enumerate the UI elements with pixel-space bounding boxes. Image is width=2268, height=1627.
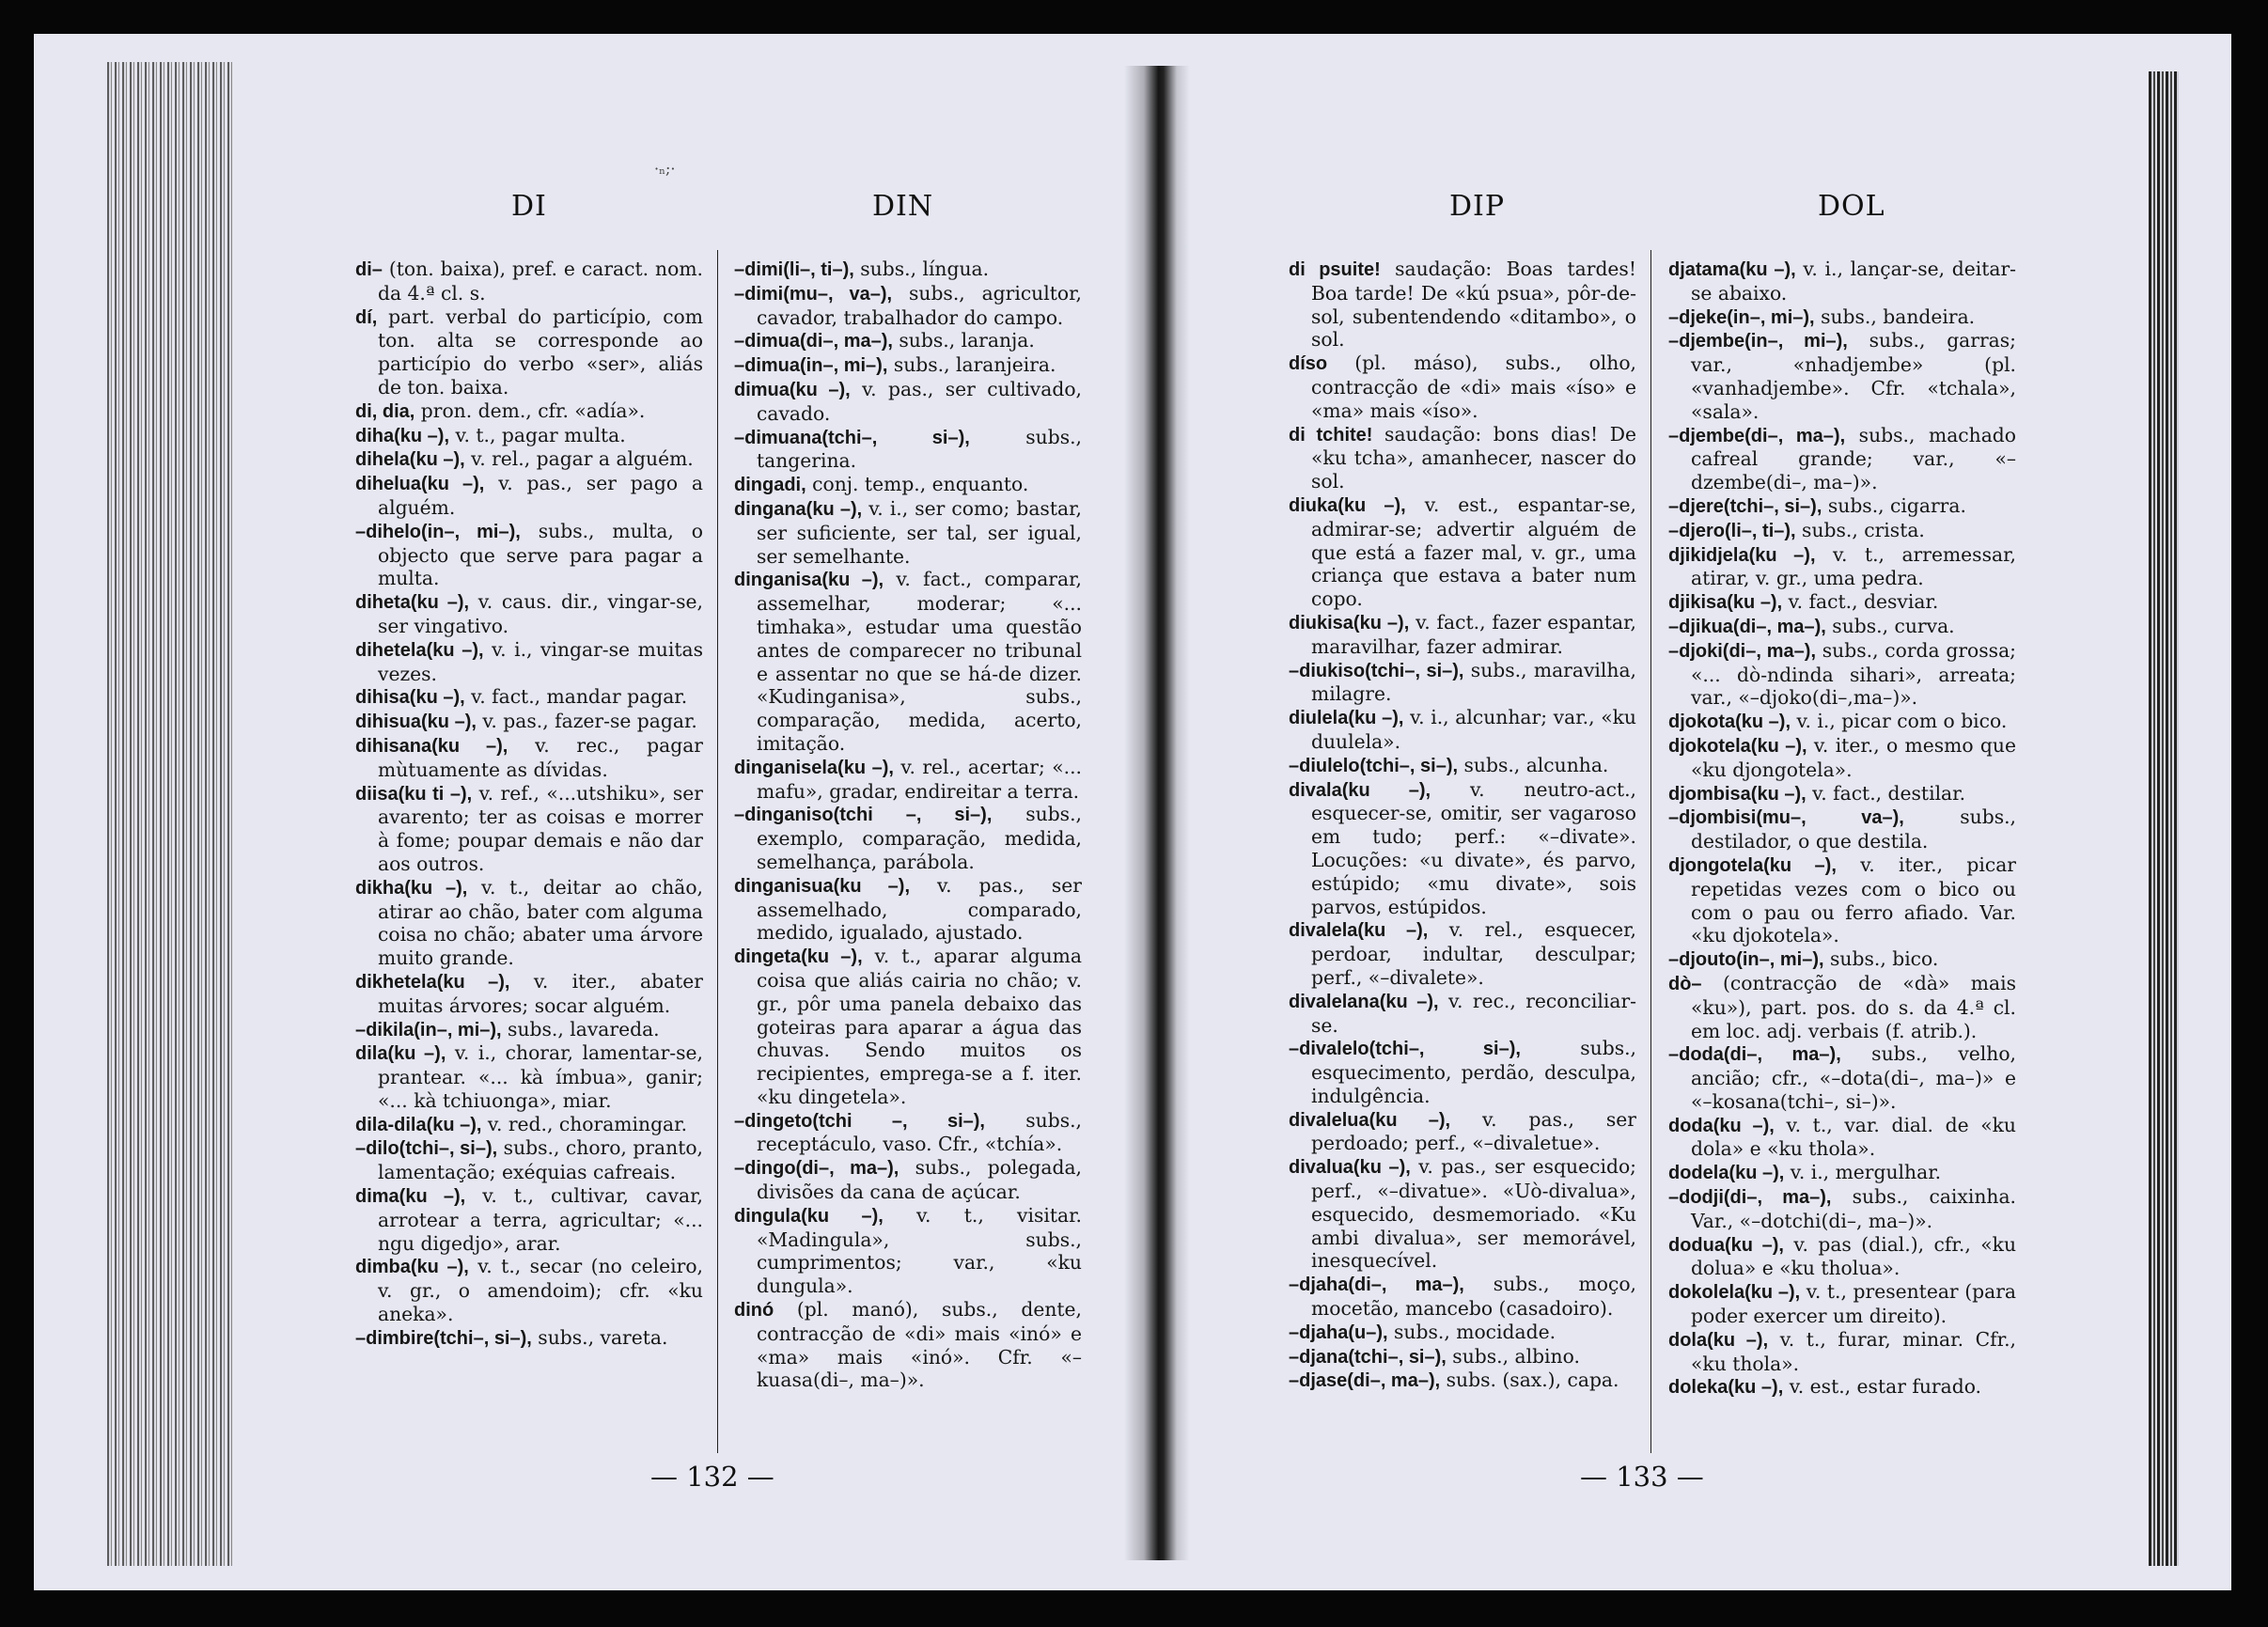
entry-definition: v. i., vingar-se muitas vezes. bbox=[378, 637, 703, 685]
entry-definition: v. fact., fazer espantar, maravilhar, fazer admirar. bbox=[1311, 610, 1637, 658]
entry-definition: v. pas., fazer-se pagar. bbox=[476, 710, 697, 733]
entry-headword: dihisa(ku –), bbox=[355, 687, 465, 709]
dictionary-entry bbox=[1289, 423, 1636, 493]
entry-definition: subs., polegada, divisões da cana de açúcar. bbox=[757, 1156, 1082, 1204]
entry-definition: subs., destilador, o que destila. bbox=[1691, 806, 2016, 853]
entry-definition: subs., choro, pranto, lamentação; exéquias cafreais. bbox=[378, 1136, 703, 1184]
entry-headword: dimba(ku –), bbox=[355, 1257, 469, 1278]
entry-headword: dinganisela(ku –), bbox=[734, 757, 894, 778]
entry-definition: (pl. manó), subs., dente, contracção de «di» mais «inó» e «ma» mais «inó». Cfr. «–kuasa(di–, ma–)». bbox=[757, 1298, 1082, 1392]
entry-headword: di tchite! bbox=[1289, 424, 1373, 446]
entry-headword: –doda(di–, ma–), bbox=[1668, 1044, 1841, 1066]
entry-definition: v. t., cultivar, cavar, arrotear a terra, agricultar; «... ngu digedjo», arar. bbox=[378, 1184, 704, 1255]
dictionary-entry bbox=[1668, 1114, 2016, 1162]
entry-headword: djongotela(ku –), bbox=[1668, 854, 1837, 876]
entry-definition: saudação: bons dias! De «ku tcha», amanhecer, nascer do sol. bbox=[1311, 422, 1636, 493]
entry-definition: v. caus. dir., vingar-se, ser vingativo. bbox=[378, 590, 703, 637]
entry-headword: diulela(ku –), bbox=[1289, 708, 1404, 729]
entry-definition: subs., língua. bbox=[853, 258, 990, 280]
entry-headword: –dimua(di–, ma–), bbox=[734, 331, 893, 352]
entry-headword: dinganisa(ku –), bbox=[734, 570, 884, 591]
entry-definition: subs., cigarra. bbox=[1822, 493, 1966, 517]
entry-headword: dí, bbox=[355, 306, 378, 328]
dictionary-entry bbox=[1289, 1369, 1636, 1393]
entry-headword: dihetela(ku –), bbox=[355, 639, 484, 661]
entry-headword: divalua(ku –), bbox=[1289, 1157, 1411, 1179]
dictionary-entry bbox=[355, 782, 703, 876]
entry-headword: –dimbire(tchi–, si–), bbox=[355, 1327, 532, 1349]
entry-definition: subs., esquecimento, perdão, desculpa, indulgência. bbox=[1311, 1037, 1636, 1107]
entry-definition: v. pas (dial.), cfr., «ku dolua» e «ku tholua». bbox=[1691, 1232, 2017, 1280]
entry-headword: dila-dila(ku –), bbox=[355, 1114, 482, 1135]
entry-headword: di– bbox=[355, 259, 383, 280]
dictionary-entry bbox=[1289, 659, 1636, 707]
entry-headword: –djaha(u–), bbox=[1289, 1322, 1388, 1343]
dictionary-entry bbox=[355, 1184, 703, 1255]
page-number: — 132 — bbox=[650, 1461, 774, 1493]
entry-definition: v. est., estar furado. bbox=[1783, 1375, 1981, 1399]
entry-definition: v. pas., ser pago a alguém. bbox=[378, 472, 703, 519]
entry-headword: –dikila(in–, mi–), bbox=[355, 1019, 502, 1040]
dictionary-entry bbox=[1668, 947, 2016, 972]
dictionary-entry bbox=[734, 874, 1082, 945]
entry-headword: dingula(ku –), bbox=[734, 1205, 884, 1227]
dictionary-entry bbox=[355, 305, 703, 399]
dictionary-entry bbox=[734, 1109, 1082, 1157]
entry-definition: v. t., secar (no celeiro, v. gr., o amendoim); cfr. «ku aneka». bbox=[378, 1255, 703, 1326]
entry-headword: –djikua(di–, ma–), bbox=[1668, 616, 1826, 637]
left-page-column-1 bbox=[355, 258, 703, 1351]
dictionary-entry bbox=[1668, 1042, 2016, 1113]
entry-definition: (ton. baixa), pref. e caract. nom. da 4.ª cl. s. bbox=[378, 258, 703, 305]
right-page bbox=[1176, 34, 2231, 1590]
running-head-left: DI bbox=[511, 190, 547, 223]
dictionary-entry bbox=[1289, 493, 1636, 611]
entry-definition: subs., bico. bbox=[1823, 947, 1939, 971]
dictionary-entry bbox=[355, 1041, 703, 1112]
dictionary-entry bbox=[1289, 778, 1636, 919]
entry-headword: divala(ku –), bbox=[1289, 779, 1431, 801]
entry-headword: –diulelo(tchi–, si–), bbox=[1289, 755, 1459, 776]
entry-definition: v. pas., ser assemelhado, comparado, medido, igualado, ajustado. bbox=[757, 873, 1082, 945]
dictionary-entry bbox=[1668, 734, 2016, 782]
left-page bbox=[34, 34, 1162, 1590]
entry-headword: divalela(ku –), bbox=[1289, 920, 1429, 942]
entry-headword: diuka(ku –), bbox=[1289, 494, 1406, 516]
entry-headword: djikidjela(ku –), bbox=[1668, 544, 1816, 566]
dictionary-entry bbox=[1289, 1345, 1636, 1369]
running-head-left: DIP bbox=[1449, 190, 1506, 223]
entry-definition: v. red., choramingar. bbox=[481, 1112, 688, 1135]
dictionary-entry bbox=[1289, 258, 1636, 352]
dictionary-entry bbox=[355, 638, 703, 686]
entry-definition: v. i., chorar, lamentar-se, prantear. «... kà ímbua», ganir; «... kà tchiuonga», miar. bbox=[378, 1041, 703, 1112]
entry-definition: (contracção de «dà» mais «ku»), part. pos. do s. da 4.ª cl. em loc. adj. verbais (f. atrib.). bbox=[1691, 971, 2016, 1042]
entry-definition: subs., moço, mocetão, mancebo (casadoiro). bbox=[1311, 1273, 1636, 1321]
entry-headword: –diukiso(tchi–, si–), bbox=[1289, 660, 1464, 681]
dictionary-entry bbox=[355, 1136, 703, 1184]
entry-definition: v. t., deitar ao chão, atirar ao chão, bater com alguma coisa no chão; abater uma árvore muito grande. bbox=[378, 875, 704, 970]
entry-headword: dikhetela(ku –), bbox=[355, 971, 510, 993]
entry-definition: subs., mocidade. bbox=[1387, 1320, 1556, 1343]
entry-definition: v. t., visitar. «Madingula», subs., cumprimentos; var., «ku dungula». bbox=[757, 1203, 1082, 1298]
dictionary-entry bbox=[1289, 352, 1636, 422]
dictionary-entry bbox=[1668, 305, 2016, 330]
entry-definition: subs., lavareda. bbox=[501, 1017, 660, 1040]
entry-definition: v. rel., pagar a alguém. bbox=[464, 447, 694, 471]
dictionary-entry bbox=[355, 472, 703, 520]
dictionary-entry bbox=[1289, 1108, 1636, 1156]
dictionary-entry bbox=[1668, 806, 2016, 853]
entry-headword: dihisua(ku –), bbox=[355, 712, 477, 733]
dictionary-entry bbox=[1668, 782, 2016, 806]
entry-definition: v. i., lançar-se, deitar-se abaixo. bbox=[1691, 258, 2016, 305]
entry-definition: subs., alcunha. bbox=[1458, 753, 1609, 776]
entry-definition: v. rel., esquecer, perdoar, indultar, desculpar; perf., «–divalete». bbox=[1311, 918, 1636, 989]
dictionary-entry bbox=[1668, 1375, 2016, 1400]
right-page-column-2 bbox=[1668, 258, 2016, 1400]
entry-headword: –djase(di–, ma–), bbox=[1289, 1370, 1441, 1392]
entry-headword: –djoki(di–, ma–), bbox=[1668, 640, 1817, 662]
column-rule bbox=[1650, 250, 1651, 1453]
entry-headword: –dimi(li–, ti–), bbox=[734, 259, 854, 280]
entry-headword: doda(ku –), bbox=[1668, 1115, 1775, 1136]
entry-headword: –dilo(tchi–, si–), bbox=[355, 1138, 498, 1160]
dictionary-entry bbox=[355, 447, 703, 472]
dictionary-entry bbox=[355, 258, 703, 305]
dictionary-entry bbox=[734, 1204, 1082, 1298]
entry-definition: conj. temp., enquanto. bbox=[806, 473, 1029, 496]
entry-headword: –dinganiso(tchi –, si–), bbox=[734, 805, 993, 826]
entry-headword: divalelana(ku –), bbox=[1289, 991, 1439, 1012]
dictionary-entry bbox=[355, 685, 703, 710]
entry-definition: subs., receptáculo, vaso. Cfr., «tchía». bbox=[757, 1108, 1082, 1156]
entry-definition: saudação: Boas tardes! Boa tarde! De «kú psua», pôr-de-sol, subentendendo «ditambo», o sol. bbox=[1311, 258, 1636, 352]
dictionary-entry bbox=[355, 590, 703, 638]
entry-definition: v. est., espantar-se, admirar-se; advertir alguém de que está a fazer mal, v. gr., uma criança que estava a bater num copo. bbox=[1311, 493, 1636, 611]
entry-definition: subs., multa, o objecto que serve para pagar a multa. bbox=[378, 519, 703, 590]
entry-headword: dihelua(ku –), bbox=[355, 474, 485, 495]
entry-headword: djokotela(ku –), bbox=[1668, 735, 1807, 757]
entry-definition: subs., machado cafreal grande; var., «–dzembe(di–, ma–)». bbox=[1691, 423, 2016, 494]
entry-headword: dingeta(ku –), bbox=[734, 946, 863, 968]
entry-headword: dila(ku –), bbox=[355, 1043, 446, 1065]
dictionary-entry bbox=[1668, 1161, 2016, 1185]
entry-definition: v. pas., ser perdoado; perf., «–divaletue». bbox=[1311, 1107, 1636, 1155]
dictionary-entry bbox=[734, 756, 1082, 804]
entry-definition: v. neutro-act., esquecer-se, omitir, ser vagaroso em tudo; perf.: «–divate». Locuções: «u divate», és parvo, estúpido; «mu divate», sois parvos, estúpidos. bbox=[1311, 777, 1636, 918]
dictionary-entry bbox=[1289, 611, 1636, 659]
entry-headword: dihisana(ku –), bbox=[355, 735, 508, 757]
dictionary-entry bbox=[1668, 1185, 2016, 1233]
entry-headword: –divalelo(tchi–, si–), bbox=[1289, 1039, 1521, 1060]
column-rule bbox=[717, 250, 718, 1453]
dictionary-entry bbox=[1289, 918, 1636, 989]
entry-headword: –djaha(di–, ma–), bbox=[1289, 1275, 1464, 1296]
dictionary-entry bbox=[734, 497, 1082, 568]
entry-headword: –dodji(di–, ma–), bbox=[1668, 1187, 1832, 1209]
entry-headword: –djeke(in–, mi–), bbox=[1668, 306, 1815, 328]
entry-definition: v. fact., comparar, assemelhar, moderar; «... timhaka», estudar uma questão antes de comparecer no tribunal e assentar no que se há-de dizer. «Kudinganisa», subs., comparação, medida, acerto, imitação. bbox=[757, 568, 1082, 755]
dictionary-entry bbox=[734, 1298, 1082, 1392]
entry-definition: v. iter., abater muitas árvores; socar alguém. bbox=[378, 969, 703, 1017]
dictionary-entry bbox=[1289, 1037, 1636, 1107]
entry-definition: v. pas., ser cultivado, cavado. bbox=[757, 377, 1082, 425]
dictionary-entry bbox=[355, 520, 703, 590]
dictionary-entry bbox=[1289, 754, 1636, 778]
dictionary-entry bbox=[1668, 1280, 2016, 1328]
entry-headword: dinó bbox=[734, 1300, 774, 1322]
entry-headword: –dingo(di–, ma–), bbox=[734, 1158, 899, 1180]
dictionary-entry bbox=[734, 803, 1082, 873]
entry-definition: subs., maravilha, milagre. bbox=[1311, 658, 1637, 706]
entry-headword: –djana(tchi–, si–), bbox=[1289, 1346, 1447, 1368]
dictionary-entry bbox=[734, 945, 1082, 1109]
dictionary-entry bbox=[1668, 972, 2016, 1042]
dictionary-entry bbox=[1668, 590, 2016, 615]
entry-headword: doleka(ku –), bbox=[1668, 1377, 1784, 1399]
dictionary-entry bbox=[355, 1113, 703, 1137]
entry-headword: dola(ku –), bbox=[1668, 1329, 1769, 1351]
dictionary-entry bbox=[734, 353, 1082, 378]
entry-headword: djatama(ku –), bbox=[1668, 259, 1796, 280]
entry-headword: dokolela(ku –), bbox=[1668, 1282, 1801, 1304]
entry-definition: subs., corda grossa; «... dò-ndinda sihari», arreata; var., «–djoko(di–,ma–)». bbox=[1691, 638, 2016, 710]
entry-headword: dodua(ku –), bbox=[1668, 1234, 1784, 1256]
dictionary-entry bbox=[1289, 1273, 1636, 1321]
entry-definition: subs., agricultor, cavador, trabalhador do campo. bbox=[757, 281, 1083, 329]
entry-definition: pron. dem., cfr. «adía». bbox=[414, 399, 646, 422]
dictionary-entry bbox=[1668, 258, 2016, 305]
entry-definition: v. fact., destilar. bbox=[1806, 781, 1966, 805]
dictionary-entry bbox=[1668, 1233, 2016, 1281]
entry-headword: –dimua(in–, mi–), bbox=[734, 355, 888, 377]
entry-definition: part. verbal do particípio, com ton. alta se corresponde ao particípio do verbo «ser», aliás de ton. baixa. bbox=[377, 305, 703, 399]
dictionary-entry bbox=[355, 876, 703, 970]
entry-headword: djokota(ku –), bbox=[1668, 712, 1791, 733]
entry-headword: diisa(ku ti –), bbox=[355, 783, 473, 805]
dictionary-entry bbox=[1289, 1321, 1636, 1345]
entry-definition: v. t., presentear (para poder exercer um direito). bbox=[1691, 1280, 2016, 1328]
entry-headword: –dimi(mu–, va–), bbox=[734, 283, 893, 305]
dictionary-entry bbox=[734, 378, 1082, 426]
running-head-right: DOL bbox=[1818, 190, 1885, 223]
entry-headword: diukisa(ku –), bbox=[1289, 612, 1410, 634]
entry-definition: v. t., furar, minar. Cfr., «ku thola». bbox=[1691, 1327, 2016, 1375]
dictionary-entry bbox=[1668, 639, 2016, 710]
printing-smudge: ·ₙ;· bbox=[654, 160, 676, 178]
entry-definition: subs., caixinha. Var., «–dotchi(di–, ma–)». bbox=[1691, 1185, 2016, 1232]
dictionary-entry bbox=[734, 473, 1082, 497]
dictionary-entry bbox=[734, 568, 1082, 755]
entry-definition: v. pas., ser esquecido; perf., «–divatue». «Uò-divalua», esquecido, desmemoriado. «Ku ambi divalua», ser memorável, inesquecível. bbox=[1311, 1155, 1636, 1273]
entry-headword: di, dia, bbox=[355, 400, 415, 422]
dictionary-entry bbox=[734, 426, 1082, 474]
entry-headword: –djembe(di–, ma–), bbox=[1668, 425, 1846, 446]
entry-definition: v. t., arremessar, atirar, v. gr., uma pedra. bbox=[1691, 542, 2017, 590]
entry-definition: v. t., pagar multa. bbox=[449, 423, 626, 446]
entry-definition: subs., bandeira. bbox=[1814, 305, 1976, 328]
entry-definition: subs., exemplo, comparação, medida, semelhança, parábola. bbox=[757, 803, 1082, 873]
entry-headword: –djembe(in–, mi–), bbox=[1668, 331, 1848, 352]
dictionary-entry bbox=[1668, 329, 2016, 423]
dictionary-entry bbox=[1668, 519, 2016, 543]
dictionary-entry bbox=[1668, 1328, 2016, 1376]
entry-definition: (pl. máso), subs., olho, contracção de «di» mais «íso» e «ma» mais «íso». bbox=[1311, 352, 1636, 422]
entry-definition: subs., velho, ancião; cfr., «–dota(di–, ma–)» e «–kosana(tchi–, si–)». bbox=[1691, 1042, 2016, 1113]
dictionary-entry bbox=[1668, 853, 2016, 947]
entry-headword: –dingeto(tchi –, si–), bbox=[734, 1110, 985, 1132]
entry-headword: dikha(ku –), bbox=[355, 877, 468, 899]
entry-headword: dingadi, bbox=[734, 475, 806, 496]
entry-headword: diheta(ku –), bbox=[355, 592, 470, 614]
entry-definition: subs., garras; var., «nhadjembe» (pl. «vanhadjembe». Cfr. «tchala», «sala». bbox=[1691, 329, 2016, 423]
dictionary-entry bbox=[734, 329, 1082, 353]
entry-headword: –djere(tchi–, si–), bbox=[1668, 495, 1822, 517]
dictionary-entry bbox=[1668, 424, 2016, 494]
entry-definition: v. t., var. dial. de «ku dola» e «ku thola». bbox=[1691, 1113, 2016, 1161]
dictionary-entry bbox=[355, 1326, 703, 1351]
dictionary-entry bbox=[355, 710, 703, 734]
entry-definition: subs., laranjeira. bbox=[887, 353, 1056, 377]
entry-definition: subs., vareta. bbox=[531, 1325, 668, 1349]
dictionary-entry bbox=[355, 1255, 703, 1325]
entry-definition: subs., albino. bbox=[1446, 1344, 1580, 1368]
entry-headword: dodela(ku –), bbox=[1668, 1163, 1785, 1184]
entry-definition: v. rec., reconciliar-se. bbox=[1311, 989, 1636, 1037]
entry-headword: –djero(li–, ti–), bbox=[1668, 520, 1796, 541]
entry-headword: di psuite! bbox=[1289, 259, 1381, 280]
scanned-book-spread bbox=[34, 34, 2231, 1590]
right-page-column-1 bbox=[1289, 258, 1636, 1393]
entry-definition: v. fact., desviar. bbox=[1782, 590, 1939, 614]
dictionary-entry bbox=[1668, 615, 2016, 639]
dictionary-entry bbox=[1289, 706, 1636, 754]
dictionary-entry bbox=[1289, 1155, 1636, 1273]
entry-definition: subs., laranja. bbox=[892, 329, 1035, 352]
dictionary-entry bbox=[1668, 494, 2016, 519]
dictionary-entry bbox=[734, 282, 1082, 330]
dictionary-entry bbox=[1289, 990, 1636, 1038]
dictionary-entry bbox=[355, 1018, 703, 1042]
entry-headword: divalelua(ku –), bbox=[1289, 1109, 1451, 1131]
dictionary-entry bbox=[734, 1156, 1082, 1204]
dictionary-entry bbox=[355, 399, 703, 424]
dictionary-entry bbox=[1668, 710, 2016, 734]
entry-definition: v. rec., pagar mùtuamente as dívidas. bbox=[378, 733, 704, 781]
entry-headword: –djombisi(mu–, va–), bbox=[1668, 807, 1904, 829]
entry-definition: v. fact., mandar pagar. bbox=[464, 685, 688, 709]
entry-headword: dò– bbox=[1668, 973, 1702, 994]
dictionary-entry bbox=[355, 734, 703, 782]
entry-headword: djombisa(ku –), bbox=[1668, 783, 1807, 805]
entry-definition: v. i., picar com o bico. bbox=[1791, 710, 2008, 733]
entry-headword: dingana(ku –), bbox=[734, 498, 863, 520]
entry-headword: dimua(ku –), bbox=[734, 379, 851, 400]
entry-definition: v. t., aparar alguma coisa que aliás cairia no chão; v. gr., pôr uma panela debaixo das goteiras para aparar a água das chuvas. Sendo muitos os recipientes, emprega-se a f. iter. «ku dingetela». bbox=[757, 945, 1082, 1108]
entry-definition: v. iter., picar repetidas vezes com o bico ou com o pau ou ferro afiado. Var. «ku djokotela». bbox=[1691, 853, 2017, 947]
entry-headword: –dimuana(tchi–, si–), bbox=[734, 427, 970, 448]
dictionary-entry bbox=[734, 258, 1082, 282]
entry-definition: v. iter., o mesmo que «ku djongotela». bbox=[1691, 733, 2016, 781]
page-number: — 133 — bbox=[1580, 1461, 1704, 1493]
entry-definition: subs. (sax.), capa. bbox=[1440, 1369, 1619, 1392]
entry-definition: v. rel., acertar; «... mafu», gradar, endireitar a terra. bbox=[757, 755, 1082, 803]
entry-headword: –dihelo(in–, mi–), bbox=[355, 521, 521, 542]
entry-definition: v. ref., «...utshiku», ser avarento; ter as coisas e morrer à fome; poupar demais e não dar aos outros. bbox=[378, 781, 703, 875]
entry-definition: v. i., alcunhar; var., «ku duulela». bbox=[1311, 706, 1636, 753]
entry-headword: dihela(ku –), bbox=[355, 449, 465, 471]
entry-headword: –djouto(in–, mi–), bbox=[1668, 949, 1824, 971]
entry-definition: subs., crista. bbox=[1795, 518, 1925, 541]
entry-definition: v. i., mergulhar. bbox=[1784, 1161, 1942, 1184]
dictionary-entry bbox=[355, 424, 703, 448]
dictionary-entry bbox=[355, 970, 703, 1018]
dictionary-entry bbox=[1668, 543, 2016, 591]
entry-headword: dima(ku –), bbox=[355, 1186, 466, 1208]
entry-headword: diha(ku –), bbox=[355, 425, 450, 446]
left-page-column-2 bbox=[734, 258, 1082, 1392]
entry-headword: djikisa(ku –), bbox=[1668, 592, 1783, 614]
entry-definition: subs., curva. bbox=[1825, 614, 1955, 637]
entry-definition: subs., tangerina. bbox=[757, 425, 1082, 473]
running-head-right: DIN bbox=[872, 190, 934, 223]
entry-headword: díso bbox=[1289, 353, 1328, 375]
entry-definition: v. i., ser como; bastar, ser suficiente, ser tal, ser igual, ser semelhante. bbox=[757, 496, 1082, 568]
entry-headword: dinganisua(ku –), bbox=[734, 875, 911, 897]
